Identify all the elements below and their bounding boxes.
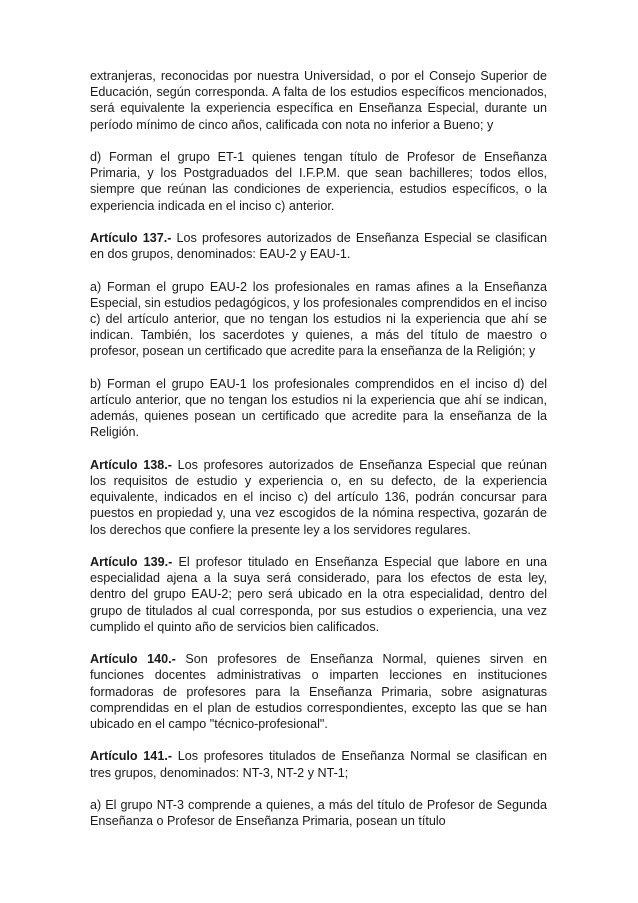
paragraph-inciso-a-nt3 (90, 797, 547, 829)
paragraph-text: b) Forman el grupo EAU-1 los profesionales comprendidos en el inciso d) del artículo anterior, que no tengan los estudios ni la experiencia que ahí se indican, además, quienes posean un certificado que acredite para la enseñanza de la Religión. (90, 376, 547, 440)
document-page (90, 68, 547, 846)
paragraph-text: d) Forman el grupo ET-1 quienes tengan título de Profesor de Enseñanza Primaria, y los Postgraduados del I.F.P.M. que sean bachilleres; todos ellos, siempre que reúnan las condiciones de experiencia, estudios específicos, o la experiencia indicada en el inciso c) anterior. (90, 150, 547, 213)
paragraph-articulo-139 (90, 554, 547, 635)
paragraph-text: Los profesores autorizados de Enseñanza Especial que reúnan los requisitos de estudio y experiencia o, en su defecto, de la experiencia equivalente, indicados en el inciso c) del artículo 136, podrán concursar para puestos en propiedad y, una vez escogidos de la nómina respectiva, gozarán de los derechos que confiere la presente ley a los servidores regulares. (90, 457, 548, 537)
article-heading: Artículo 137.- (90, 231, 172, 245)
article-heading: Artículo 138.- (90, 457, 172, 472)
paragraph-text: Los profesores autorizados de Enseñanza Especial se clasifican en dos grupos, denominados: EAU-2 y EAU-1. (90, 231, 547, 262)
paragraph-text: Son profesores de Enseñanza Normal, quienes sirven en funciones docentes administrativas o imparten lecciones en instituciones formadoras de profesores para la Enseñanza Primaria, sobre asignaturas comprendidas en el plan de estudios correspondientes, excepto las que se han ubicado en el campo "técnico-profesional". (90, 652, 548, 732)
paragraph-continuation (90, 68, 547, 133)
paragraph-articulo-141 (90, 748, 547, 780)
paragraph-inciso-a-eau2 (90, 279, 547, 360)
article-heading: Artículo 140.- (90, 652, 176, 667)
paragraph-articulo-140 (90, 651, 547, 732)
paragraph-articulo-138 (90, 457, 547, 538)
paragraph-inciso-d (90, 149, 547, 214)
paragraph-text: a) El grupo NT-3 comprende a quienes, a más del título de Profesor de Segunda Enseñanza o Profesor de Enseñanza Primaria, posean un título (90, 798, 547, 829)
paragraph-text: Los profesores titulados de Enseñanza Normal se clasifican en tres grupos, denominados: NT-3, NT-2 y NT-1; (90, 749, 548, 780)
paragraph-text: El profesor titulado en Enseñanza Especial que labore en una especialidad ajena a la suya será considerado, para los efectos de esta ley, dentro del grupo EAU-2; pero será ubicado en la otra especialidad, dentro del grupo de titulados al cual corresponda, por sus estudios o experiencia, una vez cumplido el quinto año de servicios bien calificados. (90, 555, 548, 634)
article-heading: Artículo 139.- (90, 555, 173, 569)
paragraph-articulo-137 (90, 230, 547, 262)
article-heading: Artículo 141.- (90, 749, 173, 764)
paragraph-text: extranjeras, reconocidas por nuestra Universidad, o por el Consejo Superior de Educación, según corresponda. A falta de los estudios específicos mencionados, será equivalente la experiencia específica en Enseñanza Especial, durante un período mínimo de cinco años, calificada con nota no inferior a Bueno; y (90, 69, 547, 132)
paragraph-text: a) Forman el grupo EAU-2 los profesionales en ramas afines a la Enseñanza Especial, sin estudios pedagógicos, y los profesionales comprendidos en el inciso c) del artículo anterior, que no tengan los estudios ni la experiencia que ahí se indican. También, los sacerdotes y quienes, a más del título de maestro o profesor, posean un certificado que acredite para la enseñanza de la Religión; y (90, 279, 547, 359)
paragraph-inciso-b-eau1 (90, 376, 547, 441)
